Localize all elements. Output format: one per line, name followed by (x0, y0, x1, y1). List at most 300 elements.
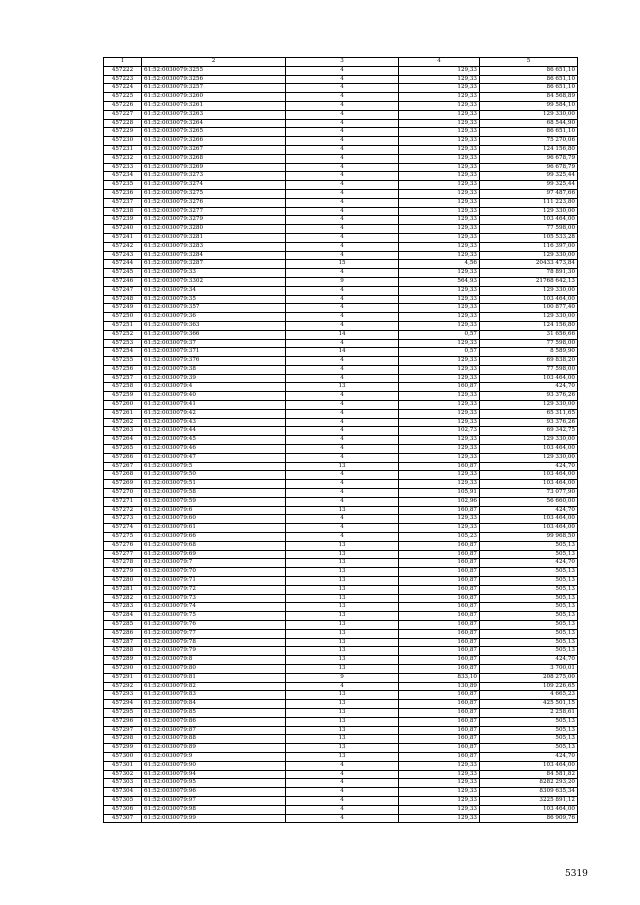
column-header-4: 4 (399, 58, 480, 67)
cadastral-number-cell: 61:52:0030079:39 (142, 374, 286, 383)
row-number-cell: 457298 (104, 735, 142, 744)
table-row (104, 462, 578, 471)
value-cell: 424,70 (480, 506, 578, 515)
value-cell: 31 656,66 (480, 330, 578, 339)
rate-cell: 129,33 (399, 101, 480, 110)
rate-cell: 129,33 (399, 154, 480, 163)
cadastral-number-cell: 61:52:0030079:363 (142, 321, 286, 330)
row-number-cell: 457226 (104, 101, 142, 110)
row-number-cell: 457275 (104, 533, 142, 542)
row-number-cell: 457292 (104, 682, 142, 691)
code-cell: 4 (286, 682, 399, 691)
rate-cell: 129,33 (399, 75, 480, 84)
row-number-cell: 457268 (104, 471, 142, 480)
code-cell: 13 (286, 541, 399, 550)
code-cell: 4 (286, 66, 399, 75)
value-cell: 208 275,00 (480, 673, 578, 682)
cadastral-number-cell: 61:52:0030079:5 (142, 462, 286, 471)
cadastral-number-cell: 61:52:0030079:86 (142, 717, 286, 726)
value-cell: 505,13 (480, 603, 578, 612)
value-cell: 75 270,06 (480, 137, 578, 146)
row-number-cell: 457249 (104, 304, 142, 313)
code-cell: 13 (286, 638, 399, 647)
value-cell: 505,13 (480, 647, 578, 656)
rate-cell: 160,87 (399, 638, 480, 647)
code-cell: 9 (286, 277, 399, 286)
code-cell: 4 (286, 295, 399, 304)
row-number-cell: 457254 (104, 348, 142, 357)
row-number-cell: 457256 (104, 365, 142, 374)
table-row (104, 568, 578, 577)
table-row (104, 277, 578, 286)
row-number-cell: 457261 (104, 409, 142, 418)
code-cell: 4 (286, 233, 399, 242)
row-number-cell: 457289 (104, 656, 142, 665)
cadastral-number-cell: 61:52:0030079:94 (142, 770, 286, 779)
table-row (104, 445, 578, 454)
cadastral-number-cell: 61:52:0030079:376 (142, 357, 286, 366)
cadastral-number-cell: 61:52:0030079:95 (142, 779, 286, 788)
cadastral-number-cell: 61:52:0030079:366 (142, 330, 286, 339)
code-cell: 4 (286, 814, 399, 823)
rate-cell: 129,33 (399, 365, 480, 374)
value-cell: 77 598,00 (480, 365, 578, 374)
code-cell: 4 (286, 480, 399, 489)
table-row (104, 726, 578, 735)
rate-cell: 129,33 (399, 524, 480, 533)
table-row (104, 101, 578, 110)
code-cell: 13 (286, 550, 399, 559)
value-cell: 86 651,10 (480, 128, 578, 137)
row-number-cell: 457294 (104, 700, 142, 709)
value-cell: 99 968,50 (480, 533, 578, 542)
rate-cell: 160,87 (399, 462, 480, 471)
value-cell: 96 678,79 (480, 163, 578, 172)
rate-cell: 129,33 (399, 515, 480, 524)
cadastral-number-cell: 61:52:0030079:3302 (142, 277, 286, 286)
code-cell: 4 (286, 198, 399, 207)
cadastral-number-cell: 61:52:0030079:40 (142, 392, 286, 401)
value-cell: 84 581,82 (480, 770, 578, 779)
rate-cell: 129,33 (399, 814, 480, 823)
table-row (104, 304, 578, 313)
rate-cell: 129,33 (399, 436, 480, 445)
value-cell: 129 330,00 (480, 110, 578, 119)
cadastral-number-cell: 61:52:0030079:3257 (142, 84, 286, 93)
rate-cell: 129,33 (399, 445, 480, 454)
cadastral-number-cell: 61:52:0030079:42 (142, 409, 286, 418)
code-cell: 4 (286, 436, 399, 445)
cadastral-number-cell: 61:52:0030079:43 (142, 418, 286, 427)
table-row (104, 603, 578, 612)
rate-cell: 129,33 (399, 401, 480, 410)
value-cell: 99 325,44 (480, 172, 578, 181)
table-row (104, 110, 578, 119)
cadastral-number-cell: 61:52:0030079:3275 (142, 189, 286, 198)
row-number-cell: 457265 (104, 445, 142, 454)
cadastral-number-cell: 61:52:0030079:73 (142, 594, 286, 603)
rate-cell: 833,10 (399, 673, 480, 682)
table-row (104, 181, 578, 190)
rate-cell: 129,33 (399, 128, 480, 137)
row-number-cell: 457271 (104, 497, 142, 506)
value-cell: 77 598,00 (480, 225, 578, 234)
page-number: 5319 (565, 869, 588, 879)
rate-cell: 129,33 (399, 392, 480, 401)
table-row (104, 805, 578, 814)
row-number-cell: 457244 (104, 260, 142, 269)
code-cell: 4 (286, 533, 399, 542)
value-cell: 505,13 (480, 638, 578, 647)
cadastral-number-cell: 61:52:0030079:357 (142, 304, 286, 313)
row-number-cell: 457233 (104, 163, 142, 172)
cadastral-number-cell: 61:52:0030079:78 (142, 638, 286, 647)
table-row (104, 788, 578, 797)
code-cell: 4 (286, 779, 399, 788)
rate-cell: 160,87 (399, 629, 480, 638)
table-row (104, 735, 578, 744)
rate-cell: 129,33 (399, 471, 480, 480)
value-cell: 424,70 (480, 656, 578, 665)
code-cell: 4 (286, 770, 399, 779)
value-cell: 93 376,26 (480, 392, 578, 401)
rate-cell: 160,87 (399, 664, 480, 673)
code-cell: 4 (286, 225, 399, 234)
row-number-cell: 457287 (104, 638, 142, 647)
value-cell: 93 376,26 (480, 418, 578, 427)
row-number-cell: 457243 (104, 251, 142, 260)
cadastral-number-cell: 61:52:0030079:3265 (142, 128, 286, 137)
code-cell: 4 (286, 269, 399, 278)
rate-cell: 160,87 (399, 559, 480, 568)
rate-cell: 160,87 (399, 735, 480, 744)
code-cell: 13 (286, 621, 399, 630)
value-cell: 103 464,00 (480, 216, 578, 225)
row-number-cell: 457274 (104, 524, 142, 533)
code-cell: 13 (286, 594, 399, 603)
table-row (104, 656, 578, 665)
cadastral-number-cell: 61:52:0030079:60 (142, 515, 286, 524)
value-cell: 424,70 (480, 752, 578, 761)
table-row (104, 524, 578, 533)
table-row (104, 75, 578, 84)
code-cell: 4 (286, 101, 399, 110)
table-row (104, 330, 578, 339)
code-cell: 13 (286, 559, 399, 568)
cadastral-number-cell: 61:52:0030079:71 (142, 577, 286, 586)
value-cell: 68 544,90 (480, 119, 578, 128)
row-number-cell: 457223 (104, 75, 142, 84)
value-cell: 103 464,00 (480, 445, 578, 454)
cadastral-number-cell: 61:52:0030079:80 (142, 664, 286, 673)
value-cell: 505,13 (480, 612, 578, 621)
table-row (104, 427, 578, 436)
value-cell: 21768 642,13 (480, 277, 578, 286)
value-cell: 505,13 (480, 717, 578, 726)
table-row (104, 66, 578, 75)
table-row (104, 216, 578, 225)
column-header-1: 1 (104, 58, 142, 67)
value-cell: 100 877,40 (480, 304, 578, 313)
table-row (104, 559, 578, 568)
rate-cell: 129,33 (399, 110, 480, 119)
rate-cell: 160,87 (399, 691, 480, 700)
value-cell: 103 464,00 (480, 471, 578, 480)
table-row (104, 401, 578, 410)
rate-cell: 160,87 (399, 506, 480, 515)
table-row (104, 242, 578, 251)
rate-cell: 129,33 (399, 216, 480, 225)
rate-cell: 4,56 (399, 260, 480, 269)
value-cell: 20433 473,84 (480, 260, 578, 269)
table-row (104, 418, 578, 427)
table-row (104, 119, 578, 128)
cadastral-number-cell: 61:52:0030079:75 (142, 612, 286, 621)
row-number-cell: 457278 (104, 559, 142, 568)
value-cell: 505,13 (480, 577, 578, 586)
row-number-cell: 457242 (104, 242, 142, 251)
row-number-cell: 457234 (104, 172, 142, 181)
row-number-cell: 457236 (104, 189, 142, 198)
rate-cell: 160,87 (399, 585, 480, 594)
table-row (104, 321, 578, 330)
code-cell: 13 (286, 700, 399, 709)
value-cell: 129 330,00 (480, 207, 578, 216)
cadastral-number-cell: 61:52:0030079:3284 (142, 251, 286, 260)
table-row (104, 409, 578, 418)
rate-cell: 160,87 (399, 577, 480, 586)
column-header-2: 2 (142, 58, 286, 67)
code-cell: 14 (286, 330, 399, 339)
rate-cell: 105,91 (399, 489, 480, 498)
table-row (104, 585, 578, 594)
cadastral-number-cell: 61:52:0030079:68 (142, 541, 286, 550)
table-row (104, 374, 578, 383)
rate-cell: 160,87 (399, 752, 480, 761)
value-cell: 99 584,10 (480, 101, 578, 110)
value-cell: 4 665,23 (480, 691, 578, 700)
code-cell: 13 (286, 717, 399, 726)
code-cell: 4 (286, 207, 399, 216)
value-cell: 111 223,80 (480, 198, 578, 207)
row-number-cell: 457263 (104, 427, 142, 436)
value-cell: 129 330,00 (480, 453, 578, 462)
code-cell: 13 (286, 629, 399, 638)
code-cell: 13 (286, 708, 399, 717)
rate-cell: 129,33 (399, 453, 480, 462)
table-row (104, 295, 578, 304)
value-cell: 8309 635,34 (480, 788, 578, 797)
code-cell: 4 (286, 304, 399, 313)
row-number-cell: 457306 (104, 805, 142, 814)
cadastral-number-cell: 61:52:0030079:3267 (142, 145, 286, 154)
value-cell: 103 464,00 (480, 761, 578, 770)
row-number-cell: 457296 (104, 717, 142, 726)
cadastral-number-cell: 61:52:0030079:371 (142, 348, 286, 357)
row-number-cell: 457286 (104, 629, 142, 638)
cadastral-number-cell: 61:52:0030079:3279 (142, 216, 286, 225)
table-row (104, 172, 578, 181)
value-cell: 84 568,89 (480, 93, 578, 102)
value-cell: 86 651,10 (480, 84, 578, 93)
rate-cell: 129,33 (399, 242, 480, 251)
table-row (104, 629, 578, 638)
code-cell: 4 (286, 128, 399, 137)
rate-cell: 129,33 (399, 304, 480, 313)
value-cell: 129 330,00 (480, 313, 578, 322)
row-number-cell: 457283 (104, 603, 142, 612)
code-cell: 13 (286, 568, 399, 577)
cadastral-number-cell: 61:52:0030079:83 (142, 691, 286, 700)
row-number-cell: 457260 (104, 401, 142, 410)
rate-cell: 129,33 (399, 137, 480, 146)
table-row (104, 348, 578, 357)
value-cell: 129 330,00 (480, 401, 578, 410)
code-cell: 4 (286, 497, 399, 506)
table-row (104, 154, 578, 163)
table-row (104, 691, 578, 700)
table-row (104, 189, 578, 198)
cadastral-number-cell: 61:52:0030079:3256 (142, 75, 286, 84)
cadastral-number-cell: 61:52:0030079:59 (142, 497, 286, 506)
table-row (104, 506, 578, 515)
row-number-cell: 457258 (104, 383, 142, 392)
table-row (104, 207, 578, 216)
value-cell: 505,13 (480, 568, 578, 577)
cadastral-number-cell: 61:52:0030079:70 (142, 568, 286, 577)
value-cell: 505,13 (480, 621, 578, 630)
code-cell: 4 (286, 189, 399, 198)
row-number-cell: 457282 (104, 594, 142, 603)
value-cell: 86 651,10 (480, 66, 578, 75)
rate-cell: 129,33 (399, 779, 480, 788)
rate-cell: 160,87 (399, 621, 480, 630)
row-number-cell: 457247 (104, 286, 142, 295)
code-cell: 4 (286, 172, 399, 181)
rate-cell: 160,87 (399, 656, 480, 665)
cadastral-number-cell: 61:52:0030079:69 (142, 550, 286, 559)
rate-cell: 129,33 (399, 207, 480, 216)
rate-cell: 160,87 (399, 550, 480, 559)
rate-cell: 129,33 (399, 339, 480, 348)
rate-cell: 160,87 (399, 700, 480, 709)
rate-cell: 129,33 (399, 770, 480, 779)
rate-cell: 160,87 (399, 612, 480, 621)
column-header-5: 5 (480, 58, 578, 67)
data-table-container (103, 57, 577, 823)
row-number-cell: 457300 (104, 752, 142, 761)
value-cell: 424,70 (480, 383, 578, 392)
row-number-cell: 457293 (104, 691, 142, 700)
code-cell: 13 (286, 664, 399, 673)
row-number-cell: 457277 (104, 550, 142, 559)
cadastral-number-cell: 61:52:0030079:3277 (142, 207, 286, 216)
table-row (104, 497, 578, 506)
cadastral-number-cell: 61:52:0030079:88 (142, 735, 286, 744)
table-row (104, 533, 578, 542)
code-cell: 4 (286, 445, 399, 454)
row-number-cell: 457257 (104, 374, 142, 383)
row-number-cell: 457250 (104, 313, 142, 322)
table-row (104, 269, 578, 278)
table-row (104, 621, 578, 630)
cadastral-number-cell: 61:52:0030079:9 (142, 752, 286, 761)
cadastral-number-cell: 61:52:0030079:58 (142, 489, 286, 498)
row-number-cell: 457305 (104, 796, 142, 805)
table-row (104, 225, 578, 234)
rate-cell: 129,33 (399, 321, 480, 330)
rate-cell: 129,33 (399, 313, 480, 322)
row-number-cell: 457267 (104, 462, 142, 471)
cadastral-number-cell: 61:52:0030079:50 (142, 471, 286, 480)
cadastral-number-cell: 61:52:0030079:3276 (142, 198, 286, 207)
value-cell: 2 258,61 (480, 708, 578, 717)
value-cell: 505,13 (480, 629, 578, 638)
cadastral-number-cell: 61:52:0030079:34 (142, 286, 286, 295)
value-cell: 124 156,80 (480, 145, 578, 154)
rate-cell: 160,87 (399, 603, 480, 612)
code-cell: 15 (286, 260, 399, 269)
row-number-cell: 457284 (104, 612, 142, 621)
cadastral-number-cell: 61:52:0030079:98 (142, 805, 286, 814)
code-cell: 4 (286, 110, 399, 119)
rate-cell: 129,33 (399, 796, 480, 805)
value-cell: 8 589,90 (480, 348, 578, 357)
value-cell: 96 678,79 (480, 154, 578, 163)
table-row (104, 796, 578, 805)
row-number-cell: 457291 (104, 673, 142, 682)
code-cell: 4 (286, 154, 399, 163)
cadastral-number-cell: 61:52:0030079:85 (142, 708, 286, 717)
code-cell: 4 (286, 489, 399, 498)
code-cell: 13 (286, 577, 399, 586)
table-row (104, 198, 578, 207)
rate-cell: 160,87 (399, 383, 480, 392)
value-cell: 505,13 (480, 735, 578, 744)
code-cell: 4 (286, 339, 399, 348)
row-number-cell: 457222 (104, 66, 142, 75)
table-row (104, 752, 578, 761)
table-row (104, 717, 578, 726)
rate-cell: 129,33 (399, 295, 480, 304)
row-number-cell: 457238 (104, 207, 142, 216)
value-cell: 103 464,00 (480, 295, 578, 304)
row-number-cell: 457230 (104, 137, 142, 146)
cadastral-number-cell: 61:52:0030079:35 (142, 295, 286, 304)
code-cell: 4 (286, 788, 399, 797)
code-cell: 4 (286, 409, 399, 418)
table-row (104, 137, 578, 146)
row-number-cell: 457279 (104, 568, 142, 577)
row-number-cell: 457302 (104, 770, 142, 779)
table-row (104, 145, 578, 154)
value-cell: 8282 293,20 (480, 779, 578, 788)
code-cell: 4 (286, 805, 399, 814)
rate-cell: 129,33 (399, 357, 480, 366)
rate-cell: 160,87 (399, 726, 480, 735)
row-number-cell: 457304 (104, 788, 142, 797)
rate-cell: 0,57 (399, 348, 480, 357)
value-cell: 86 909,76 (480, 814, 578, 823)
row-number-cell: 457272 (104, 506, 142, 515)
row-number-cell: 457240 (104, 225, 142, 234)
table-row (104, 392, 578, 401)
code-cell: 13 (286, 656, 399, 665)
code-cell: 4 (286, 313, 399, 322)
table-row (104, 489, 578, 498)
table-row (104, 673, 578, 682)
code-cell: 4 (286, 93, 399, 102)
